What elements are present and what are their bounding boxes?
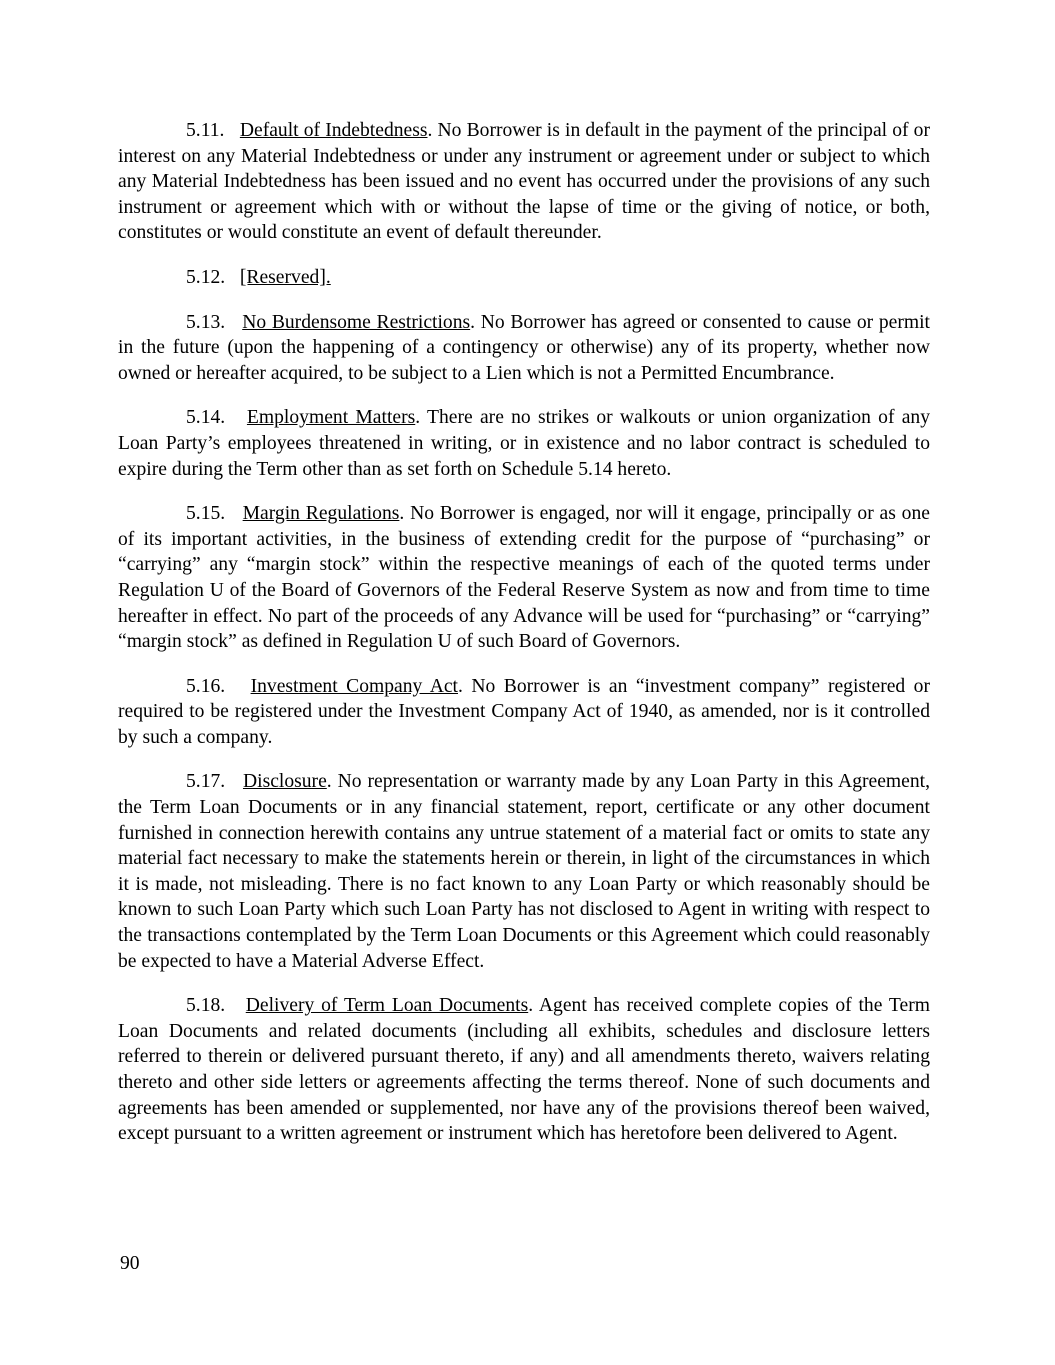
number-gap (225, 503, 242, 524)
section-number: 5.18. (186, 995, 226, 1017)
section-title-punct: . (470, 311, 476, 333)
section-text: No Borrower has agreed or consented to cause or permit in the future (upon the happening of a contingency or otherwise) any of its property, whether now owned or hereafter acquired, to be subject to a Lien which is not a Permitted Encumbrance. (118, 311, 930, 384)
section-text: Agent has received complete copies of the Term Loan Documents and related documents (including all exhibits, schedules and disclosure letters referred to therein or delivered pursuant thereto, if any) and all amendments thereto, waivers relating thereto and other side letters or agreements affecting the terms thereof. None of such documents and agreements has been amended or supplemented, nor have any of the provisions thereof been waived, except pursuant to a written agreement or instrument which has heretofore been delivered to Agent. (118, 995, 930, 1145)
section-number: 5.17. (186, 771, 226, 793)
paragraph-5-16 (118, 674, 930, 751)
section-text: There are no strikes or walkouts or union organization of any Loan Party’s employees threatened in writing, or in existence and no labor contract is scheduled to expire during the Term other than as set forth on Schedule 5.14 hereto. (118, 407, 931, 480)
number-gap (224, 120, 239, 141)
section-title: Margin Regulations (242, 503, 400, 525)
number-gap (225, 312, 242, 333)
paragraph-5-17 (118, 769, 930, 974)
number-gap (225, 995, 246, 1016)
section-number: 5.11. (186, 120, 225, 141)
section-number: 5.15. (186, 503, 226, 525)
paragraph-5-18 (118, 993, 930, 1147)
section-title-punct: . (326, 771, 332, 793)
number-gap (225, 407, 247, 428)
paragraph-5-13 (118, 310, 930, 387)
section-title: No Burdensome Restrictions (242, 311, 471, 333)
section-text: No representation or warranty made by any Loan Party in this Agreement, the Term Loan Documents or in any financial statement, report, certificate or any other document furnished in connection herewith contains any untrue statement of a material fact or omits to state any material fact necessary to make the statements herein or therein, in light of the circumstances in which it is made, not misleading. There is no fact known to any Loan Party or which reasonably should be known to such Loan Party which such Loan Party has not disclosed to Agent in writing with respect to the transactions contemplated by the Term Loan Documents or this Agreement which could reasonably be expected to have a Material Adverse Effect. (118, 771, 930, 972)
section-title: [Reserved]. (239, 266, 331, 288)
paragraph-5-15 (118, 501, 930, 655)
section-title: Default of Indebtedness (239, 120, 428, 141)
section-text: No Borrower is an “investment company” registered or required to be registered under the Investment Company Act of 1940, as amended, nor is it controlled by such a company. (118, 675, 930, 748)
paragraph-5-11 (118, 118, 930, 246)
section-number: 5.13. (186, 311, 226, 333)
section-number: 5.14. (186, 407, 226, 429)
section-number: 5.16. (186, 675, 226, 697)
paragraph-5-12 (118, 265, 930, 291)
section-title-punct: . (528, 995, 534, 1017)
section-text: No Borrower is in default in the payment of the principal of or interest on any Material Indebtedness or under any instrument or agreement under or subject to which any Material Indebtedness has been issued and no event has occurred under the provisions of any such instrument or agreement which with or without the lapse of time or the giving of notice, or both, constitutes or would constitute an event of default thereunder. (118, 120, 930, 244)
section-title-punct: . (458, 675, 463, 697)
section-text: No Borrower is engaged, nor will it engage, principally or as one of its important activities, in the business of extending credit for the purpose of “purchasing” or “carrying” any “margin stock” within the respective meanings of each of the quoted terms under Regulation U of the Board of Governors of the Federal Reserve System as now and from time to time hereafter in effect. No part of the proceeds of any Advance will be used for “purchasing” or “carrying” “margin stock” as defined in Regulation U of such Board of Governors. (118, 503, 930, 653)
section-title: Delivery of Term Loan Documents (245, 995, 529, 1017)
number-gap (225, 267, 240, 288)
paragraph-5-14 (118, 405, 930, 482)
section-title: Disclosure (242, 771, 327, 793)
section-title: Employment Matters (246, 407, 416, 429)
number-gap (225, 771, 243, 792)
section-title-punct: . (399, 503, 405, 525)
section-number: 5.12. (186, 266, 226, 288)
number-gap (225, 676, 250, 697)
section-title-punct: . (427, 120, 433, 141)
section-title-punct: . (415, 407, 421, 429)
page-number: 90 (120, 1253, 140, 1274)
document-body (118, 118, 930, 1147)
section-title: Investment Company Act (250, 675, 458, 697)
